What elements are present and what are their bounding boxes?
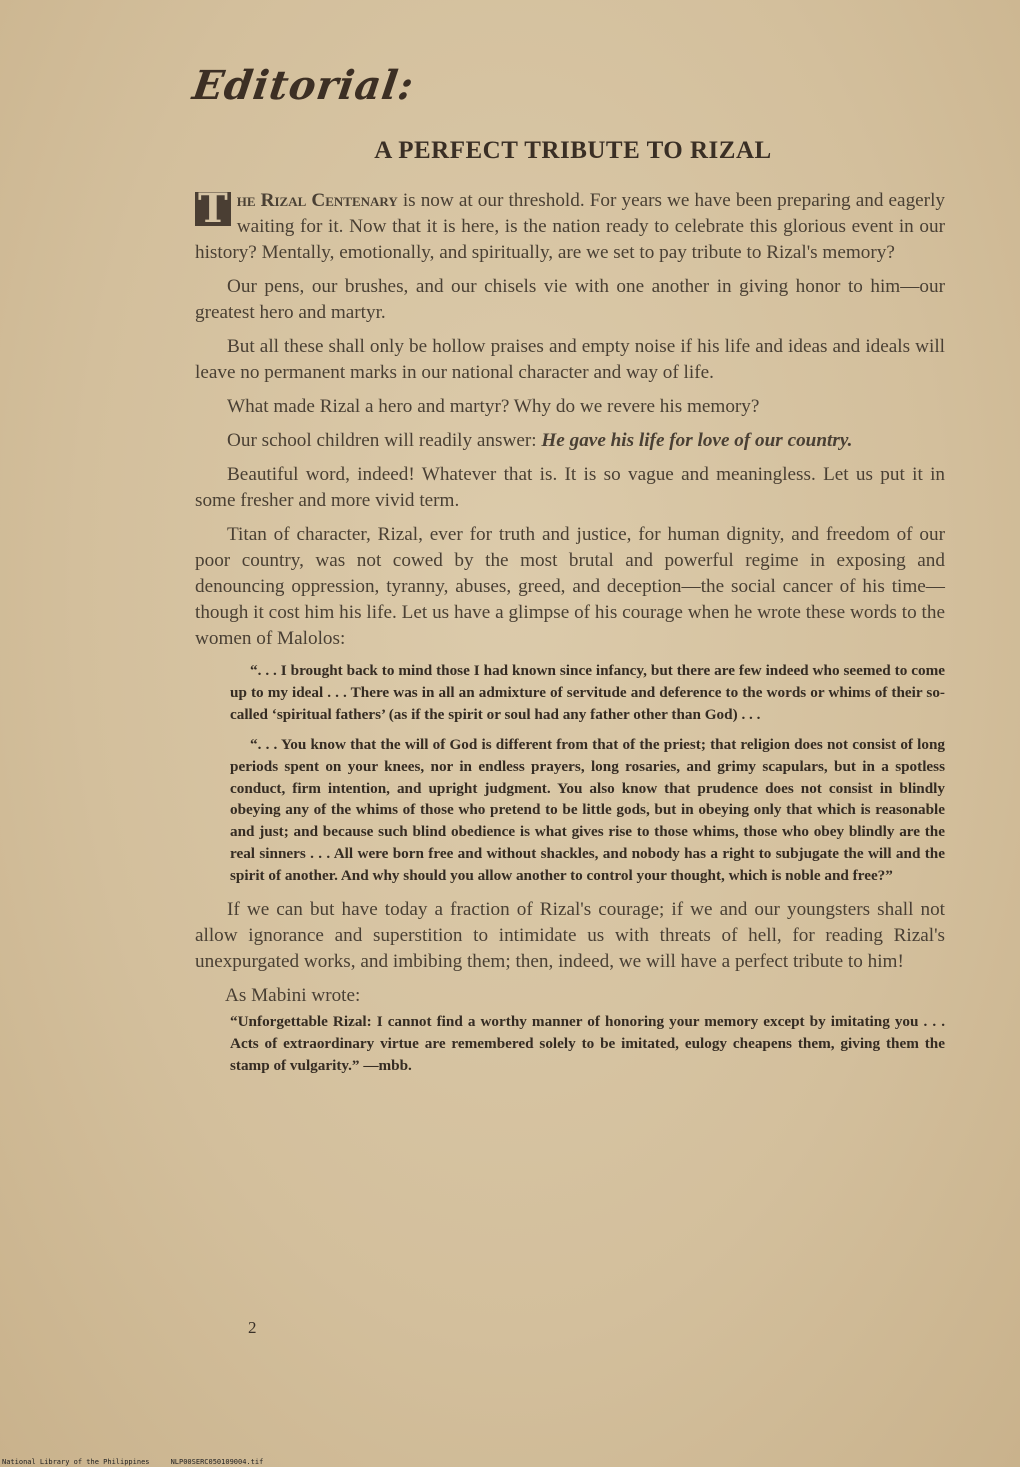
paragraph-8: If we can but have today a fraction of Rizal's courage; if we and our youngsters shall not allow ignorance and superstition to intimidate us with threats of hell, for reading Rizal's unexpurgated works, and imbibing them; then, indeed, we will have a perfect tribute to him! xyxy=(195,899,945,973)
paragraph-4: What made Rizal a hero and martyr? Why do we revere his memory? xyxy=(227,396,760,417)
page-number: 2 xyxy=(248,1318,257,1337)
paragraph-6: Beautiful word, indeed! Whatever that is. It is so vague and meaningless. Let us put it in some fresher and more vivid term. xyxy=(195,464,945,511)
mabini-intro: As Mabini wrote: xyxy=(225,985,361,1007)
drop-cap: T xyxy=(195,192,231,226)
paragraph-5 xyxy=(195,428,945,454)
lead-smallcaps: he Rizal Centenary xyxy=(236,190,398,211)
quote-paragraph-2: “. . . You know that the will of God is different from that of the priest; that religion does not consist of long periods spent on your knees, nor in endless prayers, long rosaries, and grimy scapulars, but in a spotless conduct, firm intention, and upright judgment. You also know that prudence does not consist in blindly obeying any of the whims of those who pretend to be little gods, but in obeying only that which is reasonable and just; and because such blind obedience is what gives rise to those whims, those who obey blindly are the real sinners . . . All were born free and without shackles, and nobody has a right to subjugate the will and the spirit of another. And why should you allow another to control your thought, which is noble and free?” xyxy=(230,735,945,885)
paragraph-3: But all these shall only be hollow praises and empty noise if his life and ideas and ideals will leave no permanent marks in our national character and way of life. xyxy=(195,336,945,383)
paragraph-1 xyxy=(195,185,945,266)
article-title: A PERFECT TRIBUTE TO RIZAL xyxy=(374,137,772,164)
quote-paragraph-1: “. . . I brought back to mind those I had known since infancy, but there are few indeed who seemed to come up to my ideal . . . There was in all an admixture of servitude and deference to the words or whims of their so-called ‘spiritual fathers’ (as if the spirit or soul had any father other than God) . . . xyxy=(230,662,945,723)
paragraph-2: Our pens, our brushes, and our chisels vie with one another in giving honor to him—our greatest hero and martyr. xyxy=(195,276,945,323)
section-heading: Editorial: xyxy=(189,62,418,109)
scan-footer: National Library of the Philippines NLP00SERC050109004.tif xyxy=(2,1458,264,1466)
paragraph-1-text: is now at our threshold. For years we have been preparing and eagerly waiting for it. Now that it is here, is the nation ready to celebrate this glorious event in our history? Mentally, emotionally, and spiritually, are we set to pay tribute to Rizal's memory? xyxy=(195,190,945,263)
paragraph-5-text: Our school children will readily answer: xyxy=(227,430,542,451)
mabini-quote xyxy=(230,1011,945,1077)
mabini-quote-text: “Unforgettable Rizal: I cannot find a worthy manner of honoring your memory except by imitating you . . . Acts of extraordinary virtue are remembered solely to be imitated, eulogy cheapens them, giving them the stamp of vulgarity.” —mbb. xyxy=(230,1013,945,1075)
article-body xyxy=(195,185,945,1077)
paragraph-5-italic: He gave his life for love of our country. xyxy=(541,430,853,451)
paragraph-7: Titan of character, Rizal, ever for truth and justice, for human dignity, and freedom of our poor country, was not cowed by the most brutal and powerful regime in exposing and denouncing oppression, tyranny, abuses, greed, and deception—the social cancer of his time—though it cost him his life. Let us have a glimpse of his courage when he wrote these words to the women of Malolos: xyxy=(195,524,945,649)
rizal-quote xyxy=(230,660,945,887)
